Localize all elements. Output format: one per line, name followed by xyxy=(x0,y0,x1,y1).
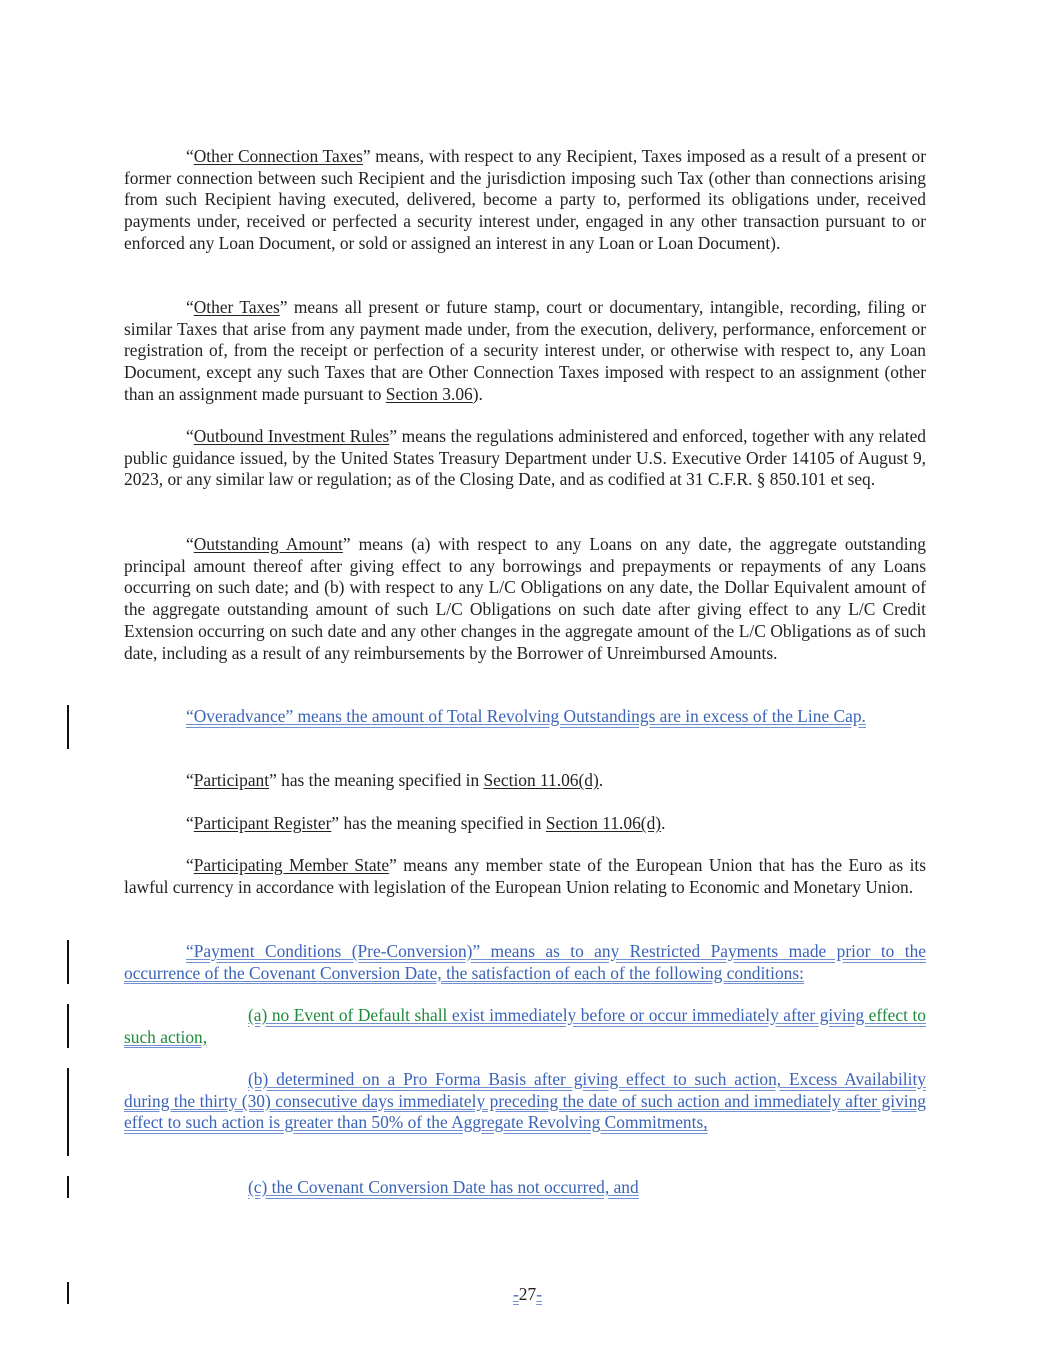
definition-text: ” means any member state of the European Union that has the Euro as its lawful currency in accordance with legislation of the European Union relating to Economic and Monetary Union. xyxy=(124,855,926,897)
change-bar xyxy=(67,705,69,749)
defined-term: Participating Member State xyxy=(193,855,390,875)
open-quote: “ xyxy=(186,146,194,166)
section-reference[interactable]: Section 11.06(d) xyxy=(545,813,662,833)
inserted-text: (c) the Covenant Conversion Date has not occurred, and xyxy=(248,1177,639,1197)
page-number: 27 xyxy=(518,1284,537,1304)
open-quote: “ xyxy=(186,813,194,833)
inserted-text: (b) determined on a Pro Forma Basis after giving effect to such action, Excess Availability during the thirty (30) consecutive days immediately preceding the date of such action and immediately after giving effect to such action is greater than 50% of the Aggregate Revolving Commitments, xyxy=(124,1069,926,1133)
inserted-text-green: (a) no Event of Default shall xyxy=(248,1005,448,1025)
definition-text: ” means the regulations administered and enforced, together with any related public guidance issued, by the United States Treasury Department under U.S. Executive Order 14105 of August 9, 2023, or any similar law or regulation; as of the Closing Date, and as codified at 31 C.F.R. § 850.101 et seq. xyxy=(124,426,926,490)
open-quote: “ xyxy=(186,855,194,875)
open-quote: “ xyxy=(186,297,194,317)
definition-outstanding-amount xyxy=(124,534,926,664)
defined-term: Other Connection Taxes xyxy=(193,146,363,166)
section-reference[interactable]: Section 3.06 xyxy=(385,383,473,404)
definition-text: ” means all present or future stamp, court or documentary, intangible, recording, filing or similar Taxes that arise from any payment made under, from the execution, delivery, performance, enforcement or registration of, from the receipt or perfection of a security interest under, or otherwise with respect to, any Loan Document, except any such Taxes that are Other Connection Taxes imposed with respect to an assignment (other than an assignment made pursuant to xyxy=(124,297,926,404)
definition-participant xyxy=(124,770,926,792)
condition-a xyxy=(124,1005,926,1048)
change-bar xyxy=(67,1004,69,1048)
definition-text: ” means (a) with respect to any Loans on any date, the aggregate outstanding principal amount thereof after giving effect to any borrowings and prepayments or repayments of any Loans occurring on such date; and (b) with respect to any L/C Obligations on any date, the Dollar Equivalent amount of the aggregate outstanding amount of such L/C Obligations on such date after giving effect to any L/C Credit Extension occurring on such date and any other changes in the aggregate amount of the L/C Obligations as of such date, including as a result of any reimbursements by the Borrower of Unreimbursed Amounts. xyxy=(124,534,926,663)
defined-term: Outbound Investment Rules xyxy=(193,426,390,446)
inserted-text: exist immediately before or occur immediately after giving xyxy=(447,1005,869,1025)
definition-tail: . xyxy=(661,813,666,833)
inserted-text-green: effect to such action, xyxy=(124,1005,926,1047)
defined-term: Other Taxes xyxy=(193,297,280,317)
condition-b xyxy=(124,1069,926,1134)
defined-term: Participant xyxy=(193,770,270,790)
defined-term: Outstanding Amount xyxy=(193,534,343,554)
definition-other-taxes xyxy=(124,297,926,406)
open-quote: “ xyxy=(186,534,194,554)
definition-text: ” has the meaning specified in xyxy=(269,770,484,790)
change-bar xyxy=(67,1176,69,1198)
definition-other-connection-taxes xyxy=(124,146,926,255)
section-reference[interactable]: Section 11.06(d) xyxy=(483,770,599,790)
open-quote: “ xyxy=(186,426,194,446)
defined-term: Participant Register xyxy=(193,813,332,833)
inserted-text: “Overadvance” means the amount of Total Revolving Outstandings are in excess of the Line Cap. xyxy=(186,706,866,726)
definition-tail: . xyxy=(598,770,604,790)
definition-payment-conditions xyxy=(124,941,926,984)
definition-text: ” means, with respect to any Recipient, Taxes imposed as a result of a present or former connection between such Recipient and the jurisdiction imposing such Tax (other than connections arising from such Recipient having executed, delivered, become a party to, performed its obligations under, received payments under, received or perfected a security interest under, engaged in any other transaction pursuant to or enforced any Loan Document, or sold or assigned an interest in any Loan or Loan Document). xyxy=(124,146,926,253)
footer-dash: - xyxy=(513,1284,519,1304)
condition-c xyxy=(124,1177,926,1199)
change-bar xyxy=(67,940,69,984)
change-bar xyxy=(67,1068,69,1156)
open-quote: “ xyxy=(186,770,194,790)
definition-outbound-investment-rules xyxy=(124,426,926,491)
footer-dash: - xyxy=(536,1284,542,1304)
page-footer xyxy=(0,1284,1055,1306)
inserted-text: “Payment Conditions (Pre-Conversion)” means as to any Restricted Payments made prior to the occurrence of the Covenant Conversion Date, the satisfaction of each of the following conditions: xyxy=(124,941,926,983)
definition-participant-register xyxy=(124,813,926,835)
definition-tail: ). xyxy=(472,383,483,404)
definition-text: ” has the meaning specified in xyxy=(331,813,546,833)
definition-overadvance xyxy=(124,706,926,728)
definition-participating-member-state xyxy=(124,855,926,898)
